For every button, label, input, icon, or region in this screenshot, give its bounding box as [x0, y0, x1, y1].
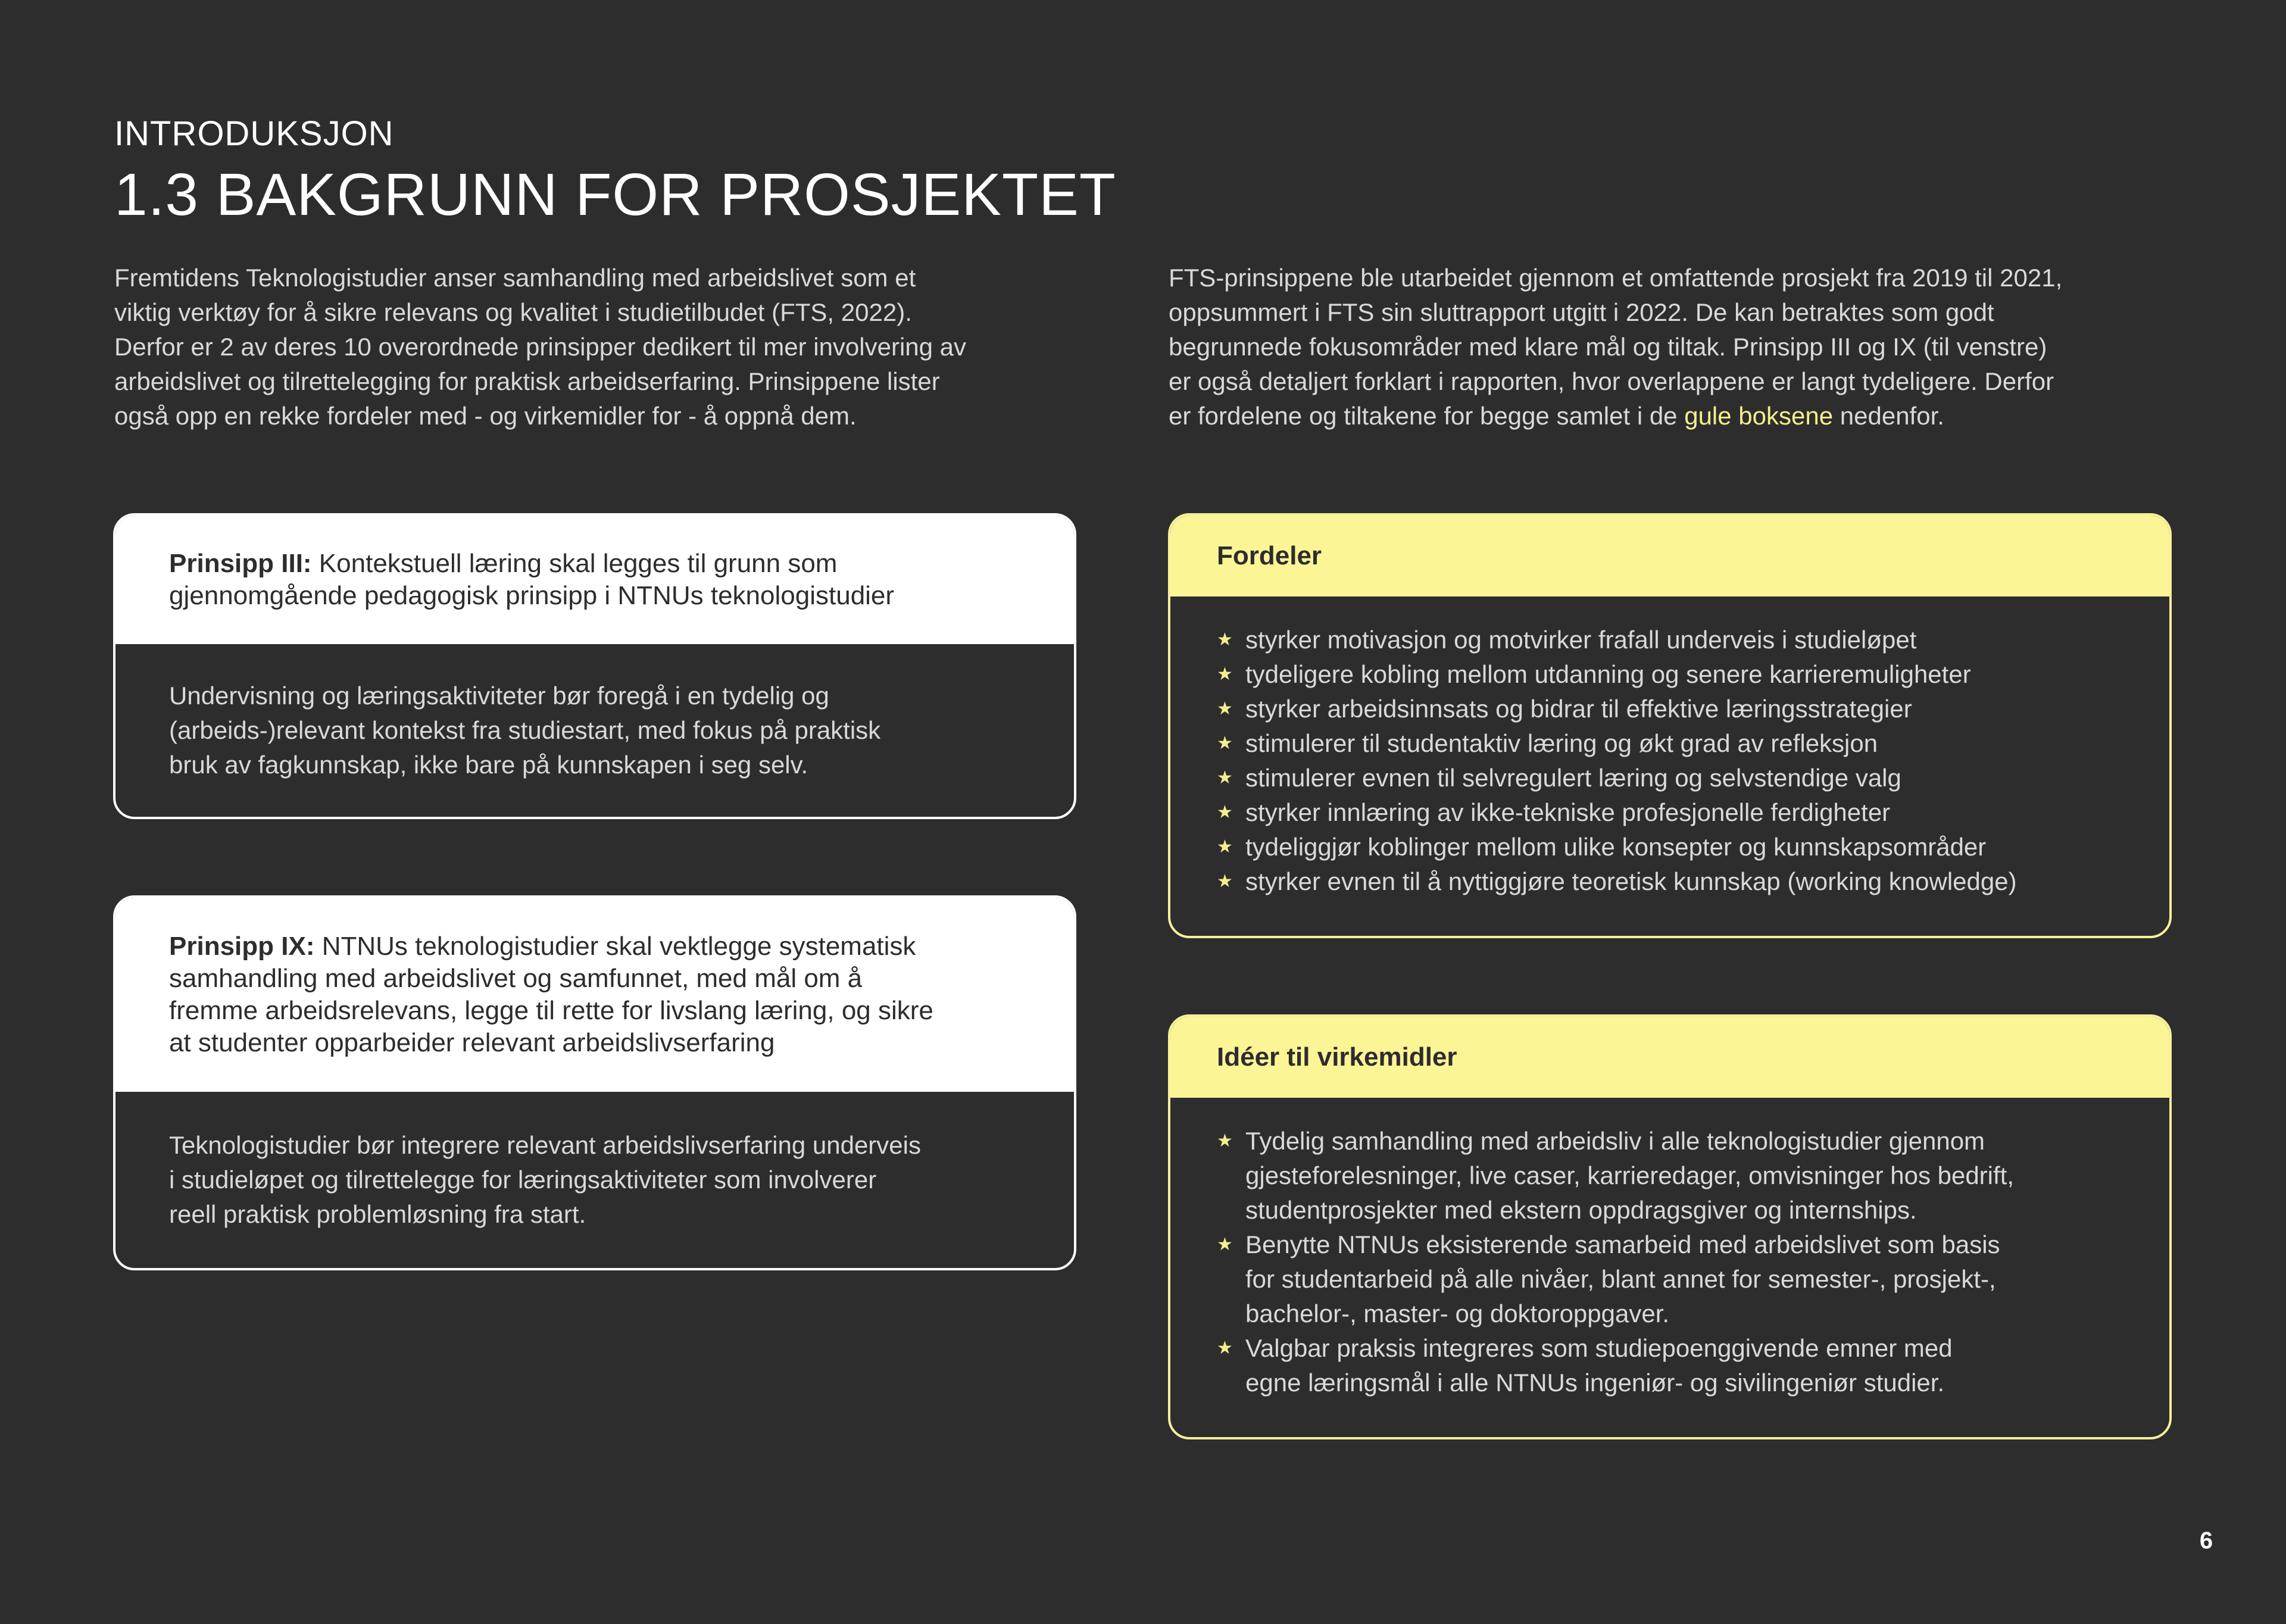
principle-9-body-line: reell praktisk problemløsning fra start.: [169, 1200, 586, 1228]
principle-3-body: [115, 644, 1074, 817]
star-icon: ★: [1217, 1131, 1233, 1151]
list-item-text: styrker evnen til å nyttiggjøre teoretisk kunnskap (working knowledge): [1245, 867, 2017, 895]
star-icon: ★: [1217, 837, 1233, 857]
intro-left-line: Derfor er 2 av deres 10 overordnede prinsipper dedikert til mer involvering av: [114, 333, 967, 361]
list-item: [1217, 864, 2134, 899]
principle-3-body-line: (arbeids-)relevant kontekst fra studiestart, med fokus på praktisk: [169, 716, 881, 744]
principle-3-heading-line: [169, 548, 1020, 580]
star-icon: ★: [1217, 664, 1233, 684]
star-icon: ★: [1217, 630, 1233, 649]
intro-left-line: arbeidslivet og tilrettelegging for praktisk arbeidserfaring. Prinsippene lister: [114, 367, 940, 395]
intro-right: [1169, 261, 2181, 433]
intro-right-line: begrunnede fokusområder med klare mål og tiltak. Prinsipp III og IX (til venstre): [1169, 333, 2047, 361]
principle-9-heading-line: samhandling med arbeidslivet og samfunnet, med mål om å: [169, 964, 863, 993]
list-item-line: for studentarbeid på alle nivåer, blant annet for semester-, prosjekt-,: [1245, 1265, 1996, 1293]
star-icon: ★: [1217, 802, 1233, 822]
list-item: [1217, 1124, 2134, 1228]
list-item-line: bachelor-, master- og doktoroppgaver.: [1245, 1300, 1670, 1328]
section-kicker: INTRODUKSJON: [114, 114, 394, 153]
fordeler-list: [1170, 623, 2169, 899]
list-item-line: studentprosjekter med ekstern oppdragsgiver og internships.: [1245, 1196, 1917, 1224]
star-icon: ★: [1217, 1338, 1233, 1358]
intro-right-line-last: [1169, 399, 2181, 433]
list-item: [1217, 1331, 2134, 1400]
list-item-line: egne læringsmål i alle NTNUs ingeniør- og sivilingeniør studier.: [1245, 1369, 1945, 1397]
list-item: [1217, 726, 2134, 761]
intro-right-text: er fordelene og tiltakene for begge samlet i de: [1169, 402, 1685, 430]
principle-9-heading-line: [169, 930, 1020, 963]
principle-3-box: [113, 513, 1076, 819]
list-item: [1217, 692, 2134, 726]
star-icon: ★: [1217, 1235, 1233, 1254]
page-number: 6: [2199, 1528, 2213, 1554]
principle-9-heading-text: NTNUs teknologistudier skal vektlegge systematisk: [314, 932, 916, 961]
principle-9-heading: [115, 898, 1074, 1092]
virkemidler-title: Idéer til virkemidler: [1170, 1017, 2169, 1098]
principle-3-heading-line: gjennomgående pedagogisk prinsipp i NTNUs teknologistudier: [169, 581, 895, 610]
list-item: [1217, 623, 2134, 657]
list-item: [1217, 795, 2134, 830]
intro-right-line: er også detaljert forklart i rapporten, hvor overlappene er langt tydeligere. Derfor: [1169, 367, 2054, 395]
principle-9-box: [113, 895, 1076, 1270]
list-item-line: Benytte NTNUs eksisterende samarbeid med arbeidslivet som basis: [1245, 1231, 2000, 1258]
list-item: [1217, 761, 2134, 795]
list-item-text: styrker arbeidsinnsats og bidrar til effektive læringsstrategier: [1245, 695, 1912, 723]
list-item-text: tydeliggjør koblinger mellom ulike konsepter og kunnskapsområder: [1245, 833, 1987, 861]
fordeler-title: Fordeler: [1170, 516, 2169, 596]
list-item-line: Tydelig samhandling med arbeidsliv i alle teknologistudier gjennom: [1245, 1127, 1985, 1155]
virkemidler-list: [1170, 1124, 2169, 1400]
list-item-text: styrker innlæring av ikke-tekniske profesjonelle ferdigheter: [1245, 798, 1891, 826]
list-item-line: gjesteforelesninger, live caser, karrieredager, omvisninger hos bedrift,: [1245, 1161, 2015, 1189]
intro-left: [114, 261, 1085, 433]
principle-9-heading-line: at studenter opparbeider relevant arbeidslivserfaring: [169, 1028, 775, 1057]
intro-left-line: også opp en rekke fordeler med - og virkemidler for - å oppnå dem.: [114, 402, 857, 430]
intro-left-line: Fremtidens Teknologistudier anser samhandling med arbeidslivet som et: [114, 264, 916, 292]
fordeler-box: [1168, 513, 2172, 938]
star-icon: ★: [1217, 768, 1233, 788]
list-item: [1217, 657, 2134, 692]
intro-right-line: oppsummert i FTS sin sluttrapport utgitt i 2022. De kan betraktes som godt: [1169, 298, 1994, 326]
principle-3-heading-text: Kontekstuell læring skal legges til grunn som: [311, 549, 838, 578]
principle-9-body-line: Teknologistudier bør integrere relevant arbeidslivserfaring underveis: [169, 1131, 921, 1159]
principle-9-label: Prinsipp IX:: [169, 932, 315, 961]
principle-3-body-line: Undervisning og læringsaktiviteter bør foregå i en tydelig og: [169, 682, 829, 710]
list-item-text: stimulerer til studentaktiv læring og økt grad av refleksjon: [1245, 729, 1878, 757]
principle-3-label: Prinsipp III:: [169, 549, 312, 578]
intro-right-line: FTS-prinsippene ble utarbeidet gjennom et omfattende prosjekt fra 2019 til 2021,: [1169, 264, 2063, 292]
principle-9-body: [115, 1092, 1074, 1268]
principle-3-heading: [115, 516, 1074, 644]
list-item: [1217, 1228, 2134, 1331]
star-icon: ★: [1217, 699, 1233, 719]
list-item-text: styrker motivasjon og motvirker frafall underveis i studieløpet: [1245, 626, 1917, 654]
virkemidler-box: [1168, 1014, 2172, 1439]
page-title: 1.3 BAKGRUNN FOR PROSJEKTET: [114, 161, 1116, 228]
intro-left-line: viktig verktøy for å sikre relevans og kvalitet i studietilbudet (FTS, 2022).: [114, 298, 912, 326]
list-item: [1217, 830, 2134, 864]
highlight-text: gule boksene: [1684, 402, 1834, 430]
star-icon: ★: [1217, 872, 1233, 891]
list-item-text: tydeligere kobling mellom utdanning og senere karrieremuligheter: [1245, 660, 1971, 688]
list-item-text: stimulerer evnen til selvregulert læring og selvstendige valg: [1245, 764, 1901, 792]
principle-9-body-line: i studieløpet og tilrettelegge for læringsaktiviteter som involverer: [169, 1166, 877, 1194]
principle-9-heading-line: fremme arbeidsrelevans, legge til rette for livslang læring, og sikre: [169, 996, 933, 1025]
principle-3-body-line: bruk av fagkunnskap, ikke bare på kunnskapen i seg selv.: [169, 751, 808, 779]
list-item-line: Valgbar praksis integreres som studiepoenggivende emner med: [1245, 1334, 1953, 1362]
intro-right-text: nedenfor.: [1833, 402, 1944, 430]
star-icon: ★: [1217, 733, 1233, 753]
